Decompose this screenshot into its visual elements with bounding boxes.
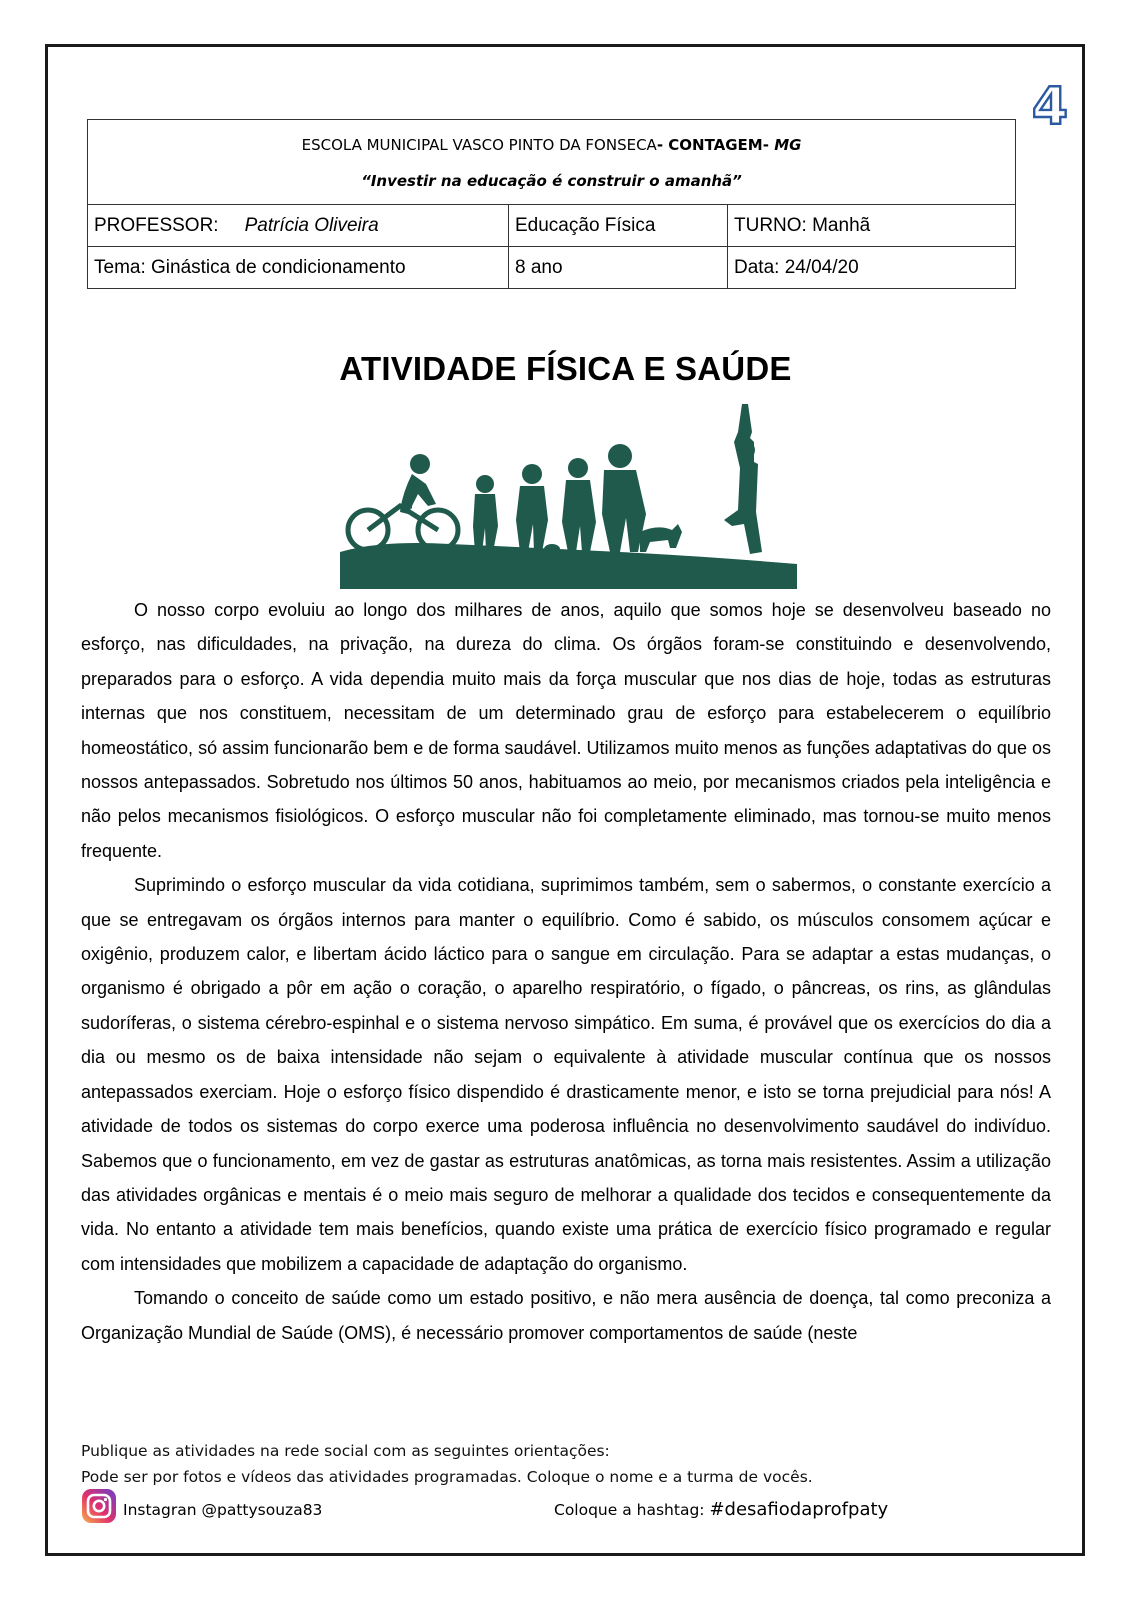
school-motto: “Investir na educação é construir o amanhã” [361, 172, 742, 190]
professor-name: Patrícia Oliveira [244, 214, 379, 236]
instagram-handle: Instagran @pattysouza83 [123, 1501, 323, 1519]
paragraph-2: Suprimindo o esforço muscular da vida cotidiana, suprimimos também, sem o sabermos, o constante exercício a que se entregavam os órgãos internos para manter o equilíbrio. Como é sabido, os músculos consomem açúcar e oxigênio, produzem calor, e libertam ácido láctico para o sangue em circulação. Para se adaptar a estas mudanças, o organismo é obrigado a pôr em ação o coração, o aparelho respiratório, o fígado, o pâncreas, os rins, as glândulas sudoríferas, o sistema cérebro-espinhal e o sistema nervoso simpático. Em suma, é provável que os exercícios do dia a dia ou mesmo os de baixa intensidade não sejam o equivalente à atividade muscular contínua que os nossos antepassados exerciam. Hoje o esforço físico dispendido é drasticamente menor, e isto se torna prejudicial para nós! A atividade de todos os sistemas do corpo exerce uma poderosa influência no desenvolvimento saudável do indivíduo. Sabemos que o funcionamento, em vez de gastar as estruturas anatômicas, as torna mais resistentes. Assim a utilização das atividades orgânicas e mentais é o meio mais seguro de melhorar a qualidade dos tecidos e consequentemente da vida. No entanto a atividade tem mais benefícios, quando existe uma prática de exercício físico programado e regular com intensidades que mobilizem a capacidade de adaptação do organismo. [81, 875, 1051, 1274]
school-cell [88, 120, 1016, 205]
grade-cell: 8 ano [509, 247, 728, 289]
header-table [87, 119, 1016, 289]
instagram-icon [81, 1488, 117, 1524]
footer-line-2: Pode ser por fotos e vídeos das atividades programadas. Coloque o nome e a turma de vocês. [81, 1468, 813, 1486]
paragraph-3: Tomando o conceito de saúde como um estado positivo, e não mera ausência de doença, tal como preconiza a Organização Mundial de Saúde (OMS), é necessário promover comportamentos de saúde (neste [81, 1288, 1051, 1343]
professor-cell [88, 205, 509, 247]
hashtag: #desafiodaprofpaty [709, 1499, 889, 1520]
article-body [81, 593, 1051, 1350]
page-number: 4 [1031, 78, 1069, 134]
people-exercise-silhouette-icon [340, 402, 797, 589]
page-title: ATIVIDADE FÍSICA E SAÚDE [339, 350, 792, 387]
date-cell: Data: 24/04/20 [728, 247, 1016, 289]
school-city: - CONTAGEM- [656, 136, 775, 154]
school-state: MG [774, 136, 802, 154]
page-number-badge [1028, 78, 1072, 134]
footer-instructions [81, 1438, 1041, 1490]
professor-label: PROFESSOR: [94, 214, 219, 236]
hashtag-line [554, 1499, 888, 1520]
subject-cell: Educação Física [509, 205, 728, 247]
social-row [81, 1488, 1041, 1528]
hashtag-label: Coloque a hashtag: [554, 1501, 710, 1519]
paragraph-1: O nosso corpo evoluiu ao longo dos milhares de anos, aquilo que somos hoje se desenvolveu baseado no esforço, nas dificuldades, na privação, na dureza do clima. Os órgãos foram-se constituindo e desenvolvendo, preparados para o esforço. A vida dependia muito mais da força muscular que nos dias de hoje, todas as estruturas internas que nos constituem, necessitam de um determinado grau de esforço para estabelecerem o equilíbrio homeostático, só assim funcionarão bem e de forma saudável. Utilizamos muito menos as funções adaptativas do que os nossos antepassados. Sobretudo nos últimos 50 anos, habituamos ao meio, por mecanismos criados pela inteligência e não pelos mecanismos fisiológicos. O esforço muscular não foi completamente eliminado, mas tornou-se muito menos frequente. [81, 600, 1051, 861]
school-line [88, 136, 1015, 154]
footer-line-1: Publique as atividades na rede social com as seguintes orientações: [81, 1442, 610, 1460]
school-name: ESCOLA MUNICIPAL VASCO PINTO DA FONSECA [301, 136, 657, 154]
theme-cell: Tema: Ginástica de condicionamento [88, 247, 509, 289]
shift-cell: TURNO: Manhã [728, 205, 1016, 247]
